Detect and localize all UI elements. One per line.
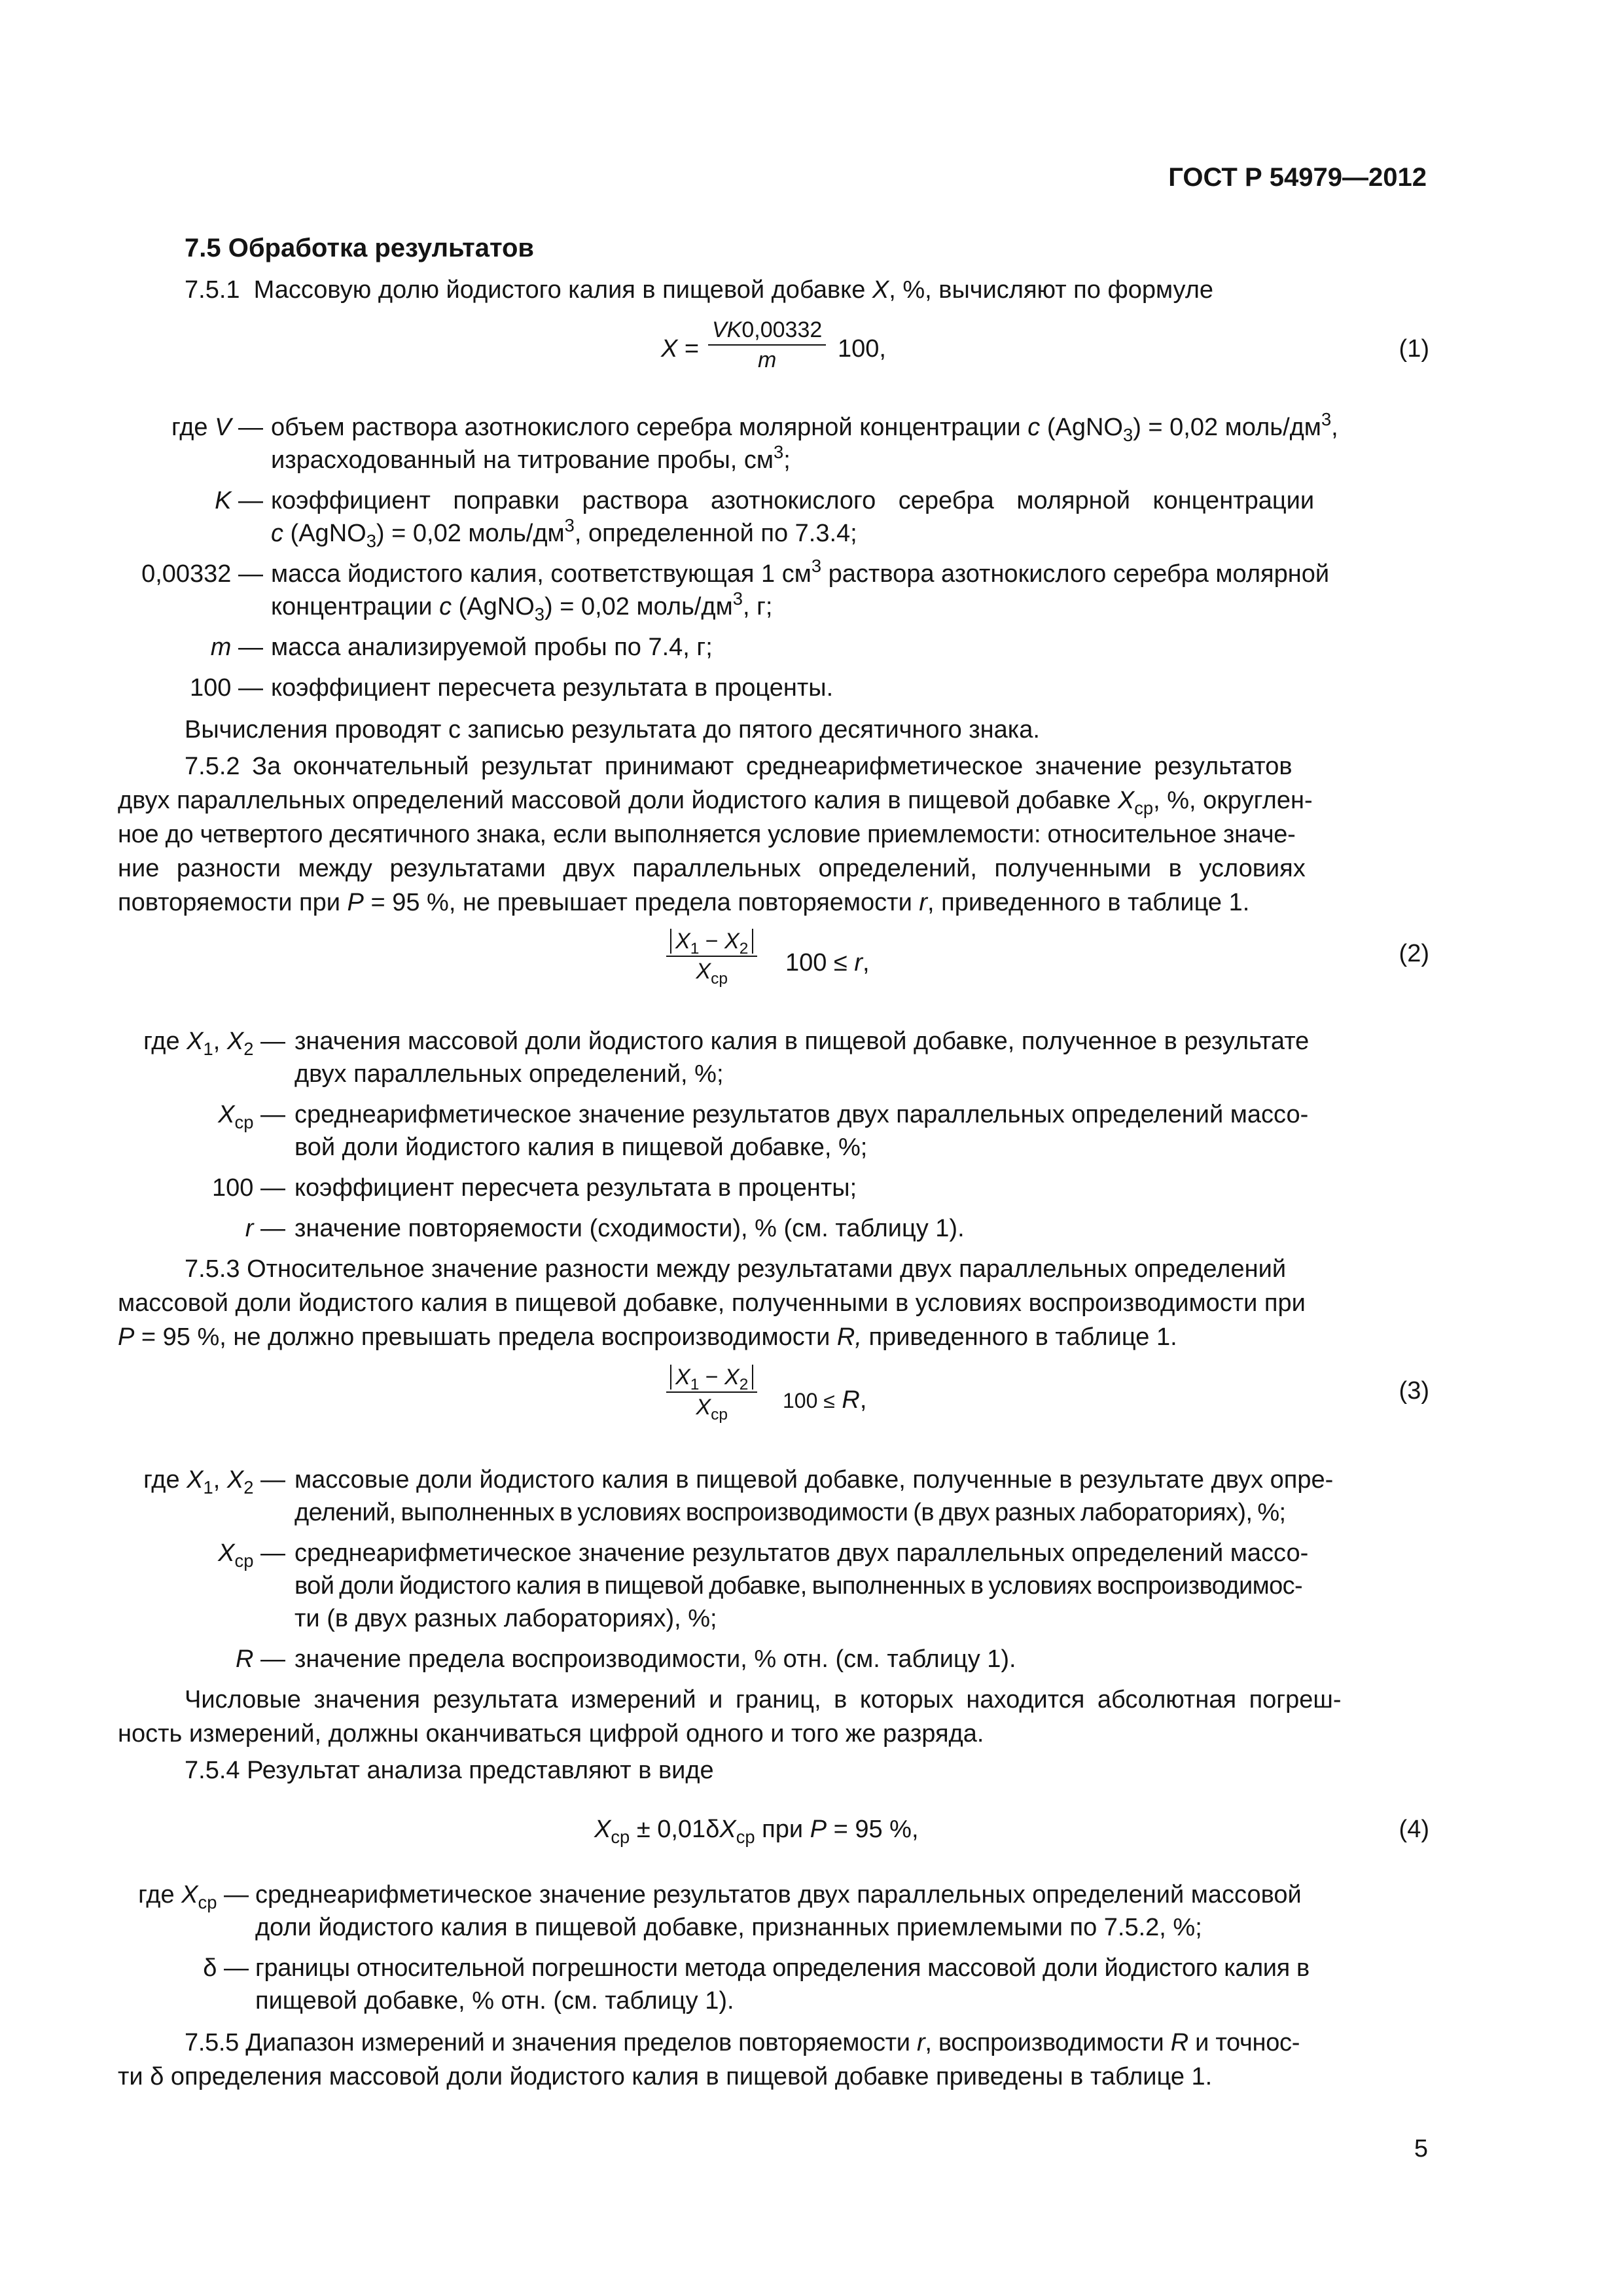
def-label: r — bbox=[245, 1215, 285, 1242]
paragraph-text: Массовую долю йодистого калия в пищевой добавке X, %, вычисляют по формуле bbox=[253, 276, 1213, 304]
paragraph-7-5-4: 7.5.4 Результат анализа представляют в виде bbox=[185, 1757, 714, 1784]
equation-number: (3) bbox=[1399, 1377, 1429, 1405]
standard-header: ГОСТ Р 54979—2012 bbox=[1168, 163, 1427, 192]
def-label: где $X_1$, $X_2$ — bbox=[143, 1466, 285, 1498]
def-label: где $X_1$, $X_2$ — bbox=[143, 1028, 285, 1059]
section-title: 7.5 Обработка результатов bbox=[185, 234, 535, 262]
equation-number: (2) bbox=[1399, 940, 1429, 967]
eq1-fraction: VK0,00332 m bbox=[708, 317, 826, 373]
def-label: где V — bbox=[171, 414, 263, 441]
eq3-fraction: $X_1 - X_2$ $X_{ср}$ bbox=[666, 1364, 757, 1420]
def-label: 100 — bbox=[212, 1174, 285, 1202]
def-label: 0,00332 — bbox=[141, 560, 263, 588]
document-page: ГОСТ Р 54979—2012 7.5 Обработка результатов 7.5.1 Массовую долю йодистого калия в пищевой добавке X, %, вычисляют по формуле X = VK0,00332 m 100, (1) где V — объем раствора азотнокислого серебра молярной концентрации c (AgNO$_3$) = 0,02 моль/$дм^3$, израсходованный на титрование пробы, $см^3$; K — коэффициент поправки раствора азотнокислого серебра молярной концентрации c (AgNO$_3$) = 0,02 моль/$дм^3$, определенной по 7.3.4; 0,00332 — масса йодистого калия, соответствующая 1 $см^3$ раствора азотнокислого серебра молярной концентрации c (AgNO$_3$) = 0,02 моль/$дм^3$, г; m — масса анализируемой пробы по 7.4, г; 100 — коэффициент пересчета результата в проценты. Вычисления проводят с записью результата до пятого десятичного знака. 7.5.2 За окончательный результат принимают среднеарифметическое значение результатов двух параллельных определений массовой доли йодистого калия в пищевой добавке $X_{ср}$, %, округлен- ное до четвертого десятичного знака, если выполняется условие приемлемости: относительное значе- ние разности между результатами двух параллельных определений, полученными в условиях повторяемости при P = 95 %, не превышает предела повторяемости r, приведенного в таблице 1. $X_1 - X_2$ $X_{ср}$ 100 ≤ r, (2) где $X_1$, $X_2$ — значения массовой доли йодистого калия в пищевой добавке, полученное в результате двух параллельных определений, %; $X_{ср}$ — среднеарифметическое значение результатов двух параллельных определений массо- вой доли йодистого калия в пищевой добавке, %; 100 — коэффициент пересчета результата в проценты; r — значение повторяемости (сходимости), % (см. таблицу 1). 7.5.3 Относительное значение разности между результатами двух параллельных определений массовой доли йодистого калия в пищевой добавке, полученными в условиях воспроизводимости при P = 95 %, не должно превышать предела воспроизводимости R, приведенного в таблице 1. $X_1 - X_2$ $X_{ср}$ 100 ≤ R, (3) где $X_1$, $X_2$ — массовые доли йодистого калия в пищевой добавке, полученные в результате двух опре- делений, выполненных в условиях воспроизводимости (в двух разных лабораториях), %; $X_{ср}$ — среднеарифметическое значение результатов двух параллельных определений массо- вой доли йодистого калия в пищевой добавке, выполненных в условиях воспроизводимос- ти (в двух разных лабораториях), %; R — значение предела воспроизводимости, % отн. (см. таблицу 1). Числовые значения результата измерений и границ, в которых находится абсолютная погреш- ность измерений, должны оканчиваться цифрой одного и того же разряда. 7.5.4 Результат анализа представляют в виде $X_{ср} \pm 0,01\delta X_{ср}$ при P = 95 %, (4) где $X_{ср}$ — среднеарифметическое значение результатов двух параллельных определений массовой доли йодистого калия в пищевой добавке, признанных приемлемыми по 7.5.2, %; δ — границы относительной погрешности метода определения массовой доли йодистого калия в пищевой добавке, % отн. (см. таблицу 1). 7.5.5 Диапазон измерений и значения пределов повторяемости r, воспроизводимости R и точнос- ти δ определения массовой доли йодистого калия в пищевой добавке приведены в таблице 1. 5 bbox=[0, 0, 1623, 2296]
def-label: $X_{ср}$ — bbox=[218, 1101, 285, 1132]
def-label: m — bbox=[210, 634, 263, 661]
eq2-fraction: $X_1 - X_2$ $X_{ср}$ bbox=[666, 928, 757, 984]
def-label: $X_{ср}$ — bbox=[218, 1539, 285, 1571]
paragraph-7-5-1 bbox=[185, 274, 1213, 306]
def-label: где $X_{ср}$ — bbox=[138, 1881, 249, 1912]
def-label: δ — bbox=[203, 1954, 249, 1982]
def-label: 100 — bbox=[190, 674, 263, 702]
calculation-note: Вычисления проводят с записью результата до пятого десятичного знака. bbox=[185, 716, 1040, 744]
def-label: R — bbox=[235, 1645, 285, 1673]
equation-number: (4) bbox=[1399, 1816, 1429, 1843]
def-label: K — bbox=[215, 487, 263, 514]
equation-number: (1) bbox=[1399, 335, 1429, 363]
page-number: 5 bbox=[1414, 2135, 1428, 2162]
paragraph-number: 7.5.1 bbox=[185, 276, 240, 304]
